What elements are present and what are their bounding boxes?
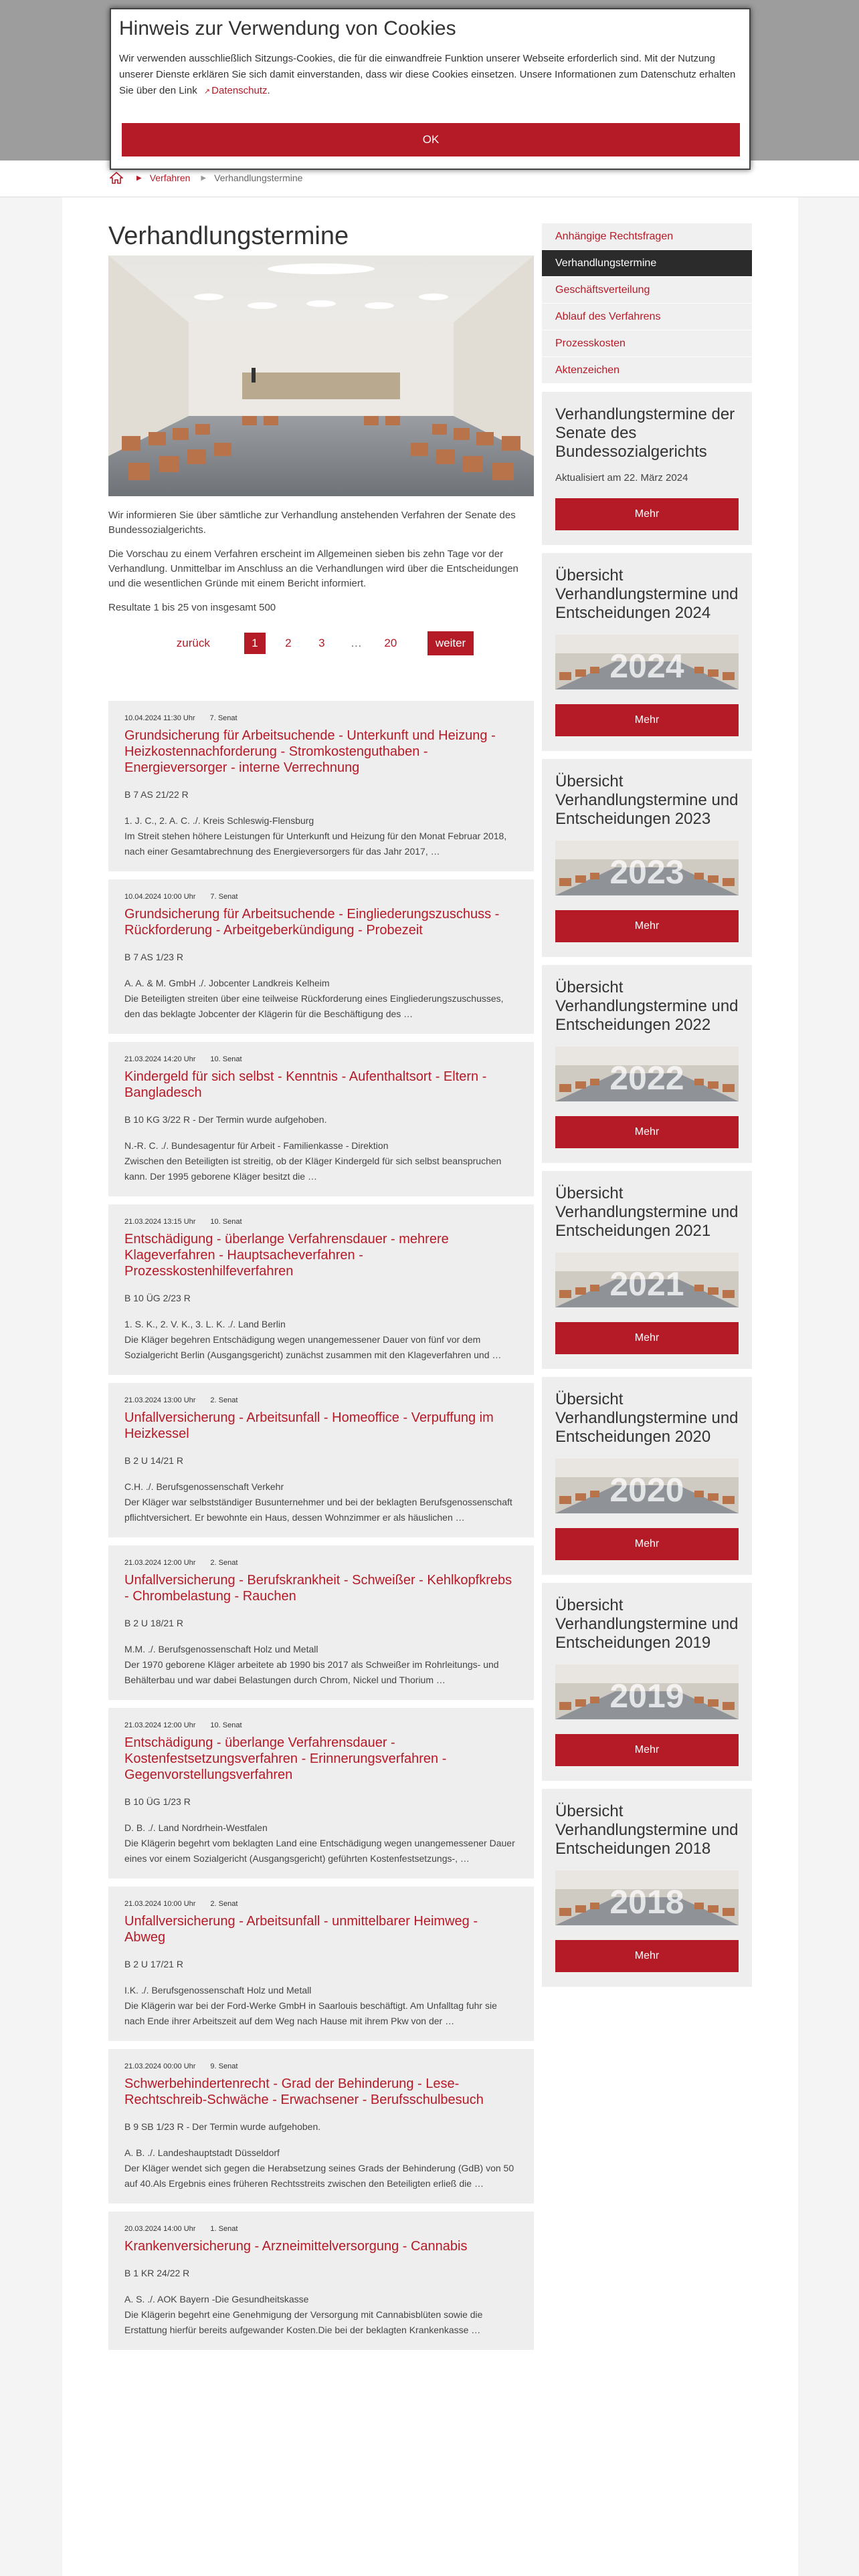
entry-description: Die Klägerin begehrt vom beklagten Land eine Entschädigung wegen unangemessener Dauer eines vor einem Sozialgericht (Ausgangsgericht) geführten Kostenfestsetzungs-, … bbox=[124, 1838, 515, 1864]
year-banner-image bbox=[555, 841, 739, 895]
entry-file-number: B 1 KR 24/22 R bbox=[124, 2268, 190, 2278]
cookie-text: Wir verwenden ausschließlich Sitzungs-Cookies, die für die einwandfreie Funktion unserer Webseite erforderlich sind. Mit der Nutzung unserer Dienste erklären Sie sich damit einverstanden, dass wir diese Cookies einsetzen. Unsere Informationen zum Datenschutz erhalten Sie über den Link ↗ Datenschutz. bbox=[119, 51, 741, 100]
list-item bbox=[108, 879, 534, 1034]
entry-file-number: B 10 ÜG 1/23 R bbox=[124, 1796, 191, 1807]
info-box-title: Verhandlungstermine der Senate des Bundessozialgerichts bbox=[555, 405, 735, 461]
pagination-page-3[interactable]: 3 bbox=[318, 637, 325, 649]
entry-date: 20.03.2024 14:00 Uhr bbox=[124, 2225, 196, 2233]
entry-file-number: B 2 U 18/21 R bbox=[124, 1618, 183, 1628]
entry-senate: 10. Senat bbox=[210, 1055, 242, 1063]
pagination-page-2[interactable]: 2 bbox=[285, 637, 292, 649]
year-overview-box bbox=[542, 553, 752, 751]
entry-senate: 10. Senat bbox=[210, 1218, 242, 1226]
entry-title-link[interactable]: Grundsicherung für Arbeitsuchende - Unterkunft und Heizung - Heizkostennachforderung - Stromkostenguthaben - Energieversorger - interne Verrechnung bbox=[124, 728, 496, 775]
year-banner-image bbox=[555, 1253, 739, 1307]
privacy-link[interactable]: ↗ Datenschutz bbox=[200, 85, 268, 96]
cookie-dialog bbox=[110, 8, 751, 170]
entry-date: 21.03.2024 12:00 Uhr bbox=[124, 1721, 196, 1729]
home-icon[interactable] bbox=[110, 172, 123, 184]
sidenav-item-ablauf[interactable]: Ablauf des Verfahrens bbox=[542, 304, 752, 330]
entry-title-link[interactable]: Kindergeld für sich selbst - Kenntnis - Aufenthaltsort - Eltern - Bangladesch bbox=[124, 1069, 487, 1100]
entry-description: Der Kläger wendet sich gegen die Herabsetzung seines Grads der Behinderung (GdB) von 50 auf 40.Als Ergebnis eines früheren Rechtsstreits zwischen den Beteiligten erließ die … bbox=[124, 2163, 514, 2189]
cookie-text-body: Wir verwenden ausschließlich Sitzungs-Cookies, die für die einwandfreie Funktion unserer Webseite erforderlich sind. Mit der Nutzung unserer Dienste erklären Sie sich damit einverstanden, dass wir diese Cookies einsetzen. Unsere Informationen zum Datenschutz erhalten Sie über den Link bbox=[119, 53, 736, 96]
entry-file-number: B 9 SB 1/23 R - Der Termin wurde aufgehoben. bbox=[124, 2121, 321, 2132]
entry-senate: 1. Senat bbox=[210, 2225, 238, 2233]
entry-senate: 9. Senat bbox=[210, 2062, 238, 2070]
more-button[interactable]: Mehr bbox=[555, 704, 739, 736]
year-overview-box bbox=[542, 1171, 752, 1369]
entry-title-link[interactable]: Unfallversicherung - Arbeitsunfall - Homeoffice - Verpuffung im Heizkessel bbox=[124, 1410, 494, 1441]
list-item bbox=[108, 1887, 534, 2041]
entry-parties: I.K. ./. Berufsgenossenschaft Holz und Metall bbox=[124, 1985, 312, 1996]
pagination-ellipsis: … bbox=[350, 637, 362, 649]
courtroom-image bbox=[108, 255, 534, 496]
year-box-title: Übersicht Verhandlungstermine und Entscheidungen 2022 bbox=[555, 978, 739, 1034]
entry-title-link[interactable]: Unfallversicherung - Arbeitsunfall - unmittelbarer Heimweg - Abweg bbox=[124, 1914, 478, 1945]
entry-parties: A. B. ./. Landeshauptstadt Düsseldorf bbox=[124, 2147, 280, 2158]
sidenav-item-prozesskosten[interactable]: Prozesskosten bbox=[542, 330, 752, 357]
entry-meta bbox=[124, 1559, 518, 1567]
entry-parties: D. B. ./. Land Nordrhein-Westfalen bbox=[124, 1822, 268, 1833]
entry-senate: 2. Senat bbox=[210, 1559, 238, 1567]
year-box-title: Übersicht Verhandlungstermine und Entscheidungen 2018 bbox=[555, 1802, 739, 1858]
entry-file-number: B 7 AS 1/23 R bbox=[124, 952, 183, 962]
entry-title-link[interactable]: Schwerbehindertenrecht - Grad der Behinderung - Lese-Rechtschreib-Schwäche - Erwachsener - Berufsschulbesuch bbox=[124, 2076, 484, 2107]
sidenav-item-geschaeftsverteilung[interactable]: Geschäftsverteilung bbox=[542, 277, 752, 304]
entry-file-number: B 10 KG 3/22 R - Der Termin wurde aufgehoben. bbox=[124, 1114, 327, 1125]
entry-description: Der Kläger war selbstständiger Busunternehmer und bei der beklagten Berufsgenossenschaft pflichtversichert. Er bewohnte ein Haus, dessen Wohnzimmer er als häuslichen … bbox=[124, 1497, 512, 1523]
intro-paragraph: Wir informieren Sie über sämtliche zur Verhandlung anstehenden Verfahren der Senate des Bundessozialgerichts. bbox=[108, 510, 516, 536]
entry-senate: 2. Senat bbox=[210, 1396, 238, 1404]
sidenav-item-aktenzeichen[interactable]: Aktenzeichen bbox=[542, 357, 752, 384]
entry-description: Die Klägerin war bei der Ford-Werke GmbH in Saarlouis beschäftigt. Am Unfalltag fuhr sie nach Ende ihrer Arbeitszeit auf dem Weg nach Hause mit ihrem Pkw von der … bbox=[124, 2000, 497, 2026]
year-banner-image bbox=[555, 1459, 739, 1513]
entry-description: Der 1970 geborene Kläger arbeitete ab 1990 bis 2017 als Schweißer im Rohrleitungs- und Behälterbau und war dabei Belastungen durch Chrom, Nickel und Thorium … bbox=[124, 1659, 499, 1685]
chevron-right-icon: ▶ bbox=[136, 174, 142, 182]
entry-date: 21.03.2024 10:00 Uhr bbox=[124, 1900, 196, 1908]
more-button[interactable]: Mehr bbox=[555, 910, 739, 942]
more-button[interactable]: Mehr bbox=[555, 1734, 739, 1766]
entry-senate: 2. Senat bbox=[210, 1900, 238, 1908]
entry-meta bbox=[124, 1055, 518, 1063]
pagination bbox=[108, 631, 534, 655]
chevron-right-icon: ▶ bbox=[201, 174, 207, 182]
more-button[interactable]: Mehr bbox=[555, 1322, 739, 1354]
entry-file-number: B 10 ÜG 2/23 R bbox=[124, 1293, 191, 1303]
main-column bbox=[108, 221, 534, 2358]
list-item bbox=[108, 1383, 534, 1537]
year-box-title: Übersicht Verhandlungstermine und Entscheidungen 2024 bbox=[555, 566, 739, 622]
more-button[interactable]: Mehr bbox=[555, 1940, 739, 1972]
year-box-title: Übersicht Verhandlungstermine und Entscheidungen 2019 bbox=[555, 1596, 739, 1652]
year-banner-image bbox=[555, 635, 739, 689]
entry-parties: 1. S. K., 2. V. K., 3. L. K. ./. Land Berlin bbox=[124, 1319, 286, 1329]
list-item bbox=[108, 1204, 534, 1375]
year-banner-label: 2023 bbox=[609, 853, 684, 891]
pagination-prev-button[interactable]: zurück bbox=[176, 637, 210, 649]
entry-date: 21.03.2024 14:20 Uhr bbox=[124, 1055, 196, 1063]
year-box-title: Übersicht Verhandlungstermine und Entscheidungen 2020 bbox=[555, 1390, 739, 1446]
entry-parties: 1. J. C., 2. A. C. ./. Kreis Schleswig-Flensburg bbox=[124, 815, 314, 826]
entry-parties: C.H. ./. Berufsgenossenschaft Verkehr bbox=[124, 1481, 284, 1492]
year-overview-box bbox=[542, 965, 752, 1163]
year-box-title: Übersicht Verhandlungstermine und Entscheidungen 2021 bbox=[555, 1184, 739, 1240]
entry-description: Die Kläger begehren Entschädigung wegen unangemessener Dauer von fünf vor dem Sozialgericht Berlin (Ausgangsgericht) zunächst zusammen mit den Klageverfahren und … bbox=[124, 1334, 502, 1360]
entry-meta bbox=[124, 2225, 518, 2233]
year-banner-label: 2019 bbox=[609, 1677, 684, 1715]
entry-meta bbox=[124, 2062, 518, 2070]
pagination-page-20[interactable]: 20 bbox=[384, 637, 397, 649]
sidenav-item-verhandlungstermine[interactable]: Verhandlungstermine bbox=[542, 250, 752, 277]
entry-date: 21.03.2024 13:00 Uhr bbox=[124, 1396, 196, 1404]
intro-paragraph: Die Vorschau zu einem Verfahren erscheint im Allgemeinen sieben bis zehn Tage vor der Verhandlung. Unmittelbar im Anschluss an die Verhandlungen wird über die Entscheidungen und die wesentlichen Gründe mit einem Bericht informiert. bbox=[108, 548, 518, 589]
entry-parties: N.-R. C. ./. Bundesagentur für Arbeit - Familienkasse - Direktion bbox=[124, 1140, 389, 1151]
cookie-ok-button[interactable]: OK bbox=[122, 123, 740, 156]
year-banner-label: 2018 bbox=[609, 1883, 684, 1921]
entry-senate: 7. Senat bbox=[210, 893, 238, 901]
entry-title-link[interactable]: Krankenversicherung - Arzneimittelversorgung - Cannabis bbox=[124, 2239, 468, 2254]
page-title: Verhandlungstermine bbox=[108, 222, 349, 250]
year-overview-box bbox=[542, 1583, 752, 1781]
list-item bbox=[108, 1042, 534, 1196]
entry-meta bbox=[124, 1900, 518, 1908]
entry-parties: A. A. & M. GmbH ./. Jobcenter Landkreis Kelheim bbox=[124, 978, 330, 988]
pagination-page-1[interactable]: 1 bbox=[244, 633, 266, 654]
year-banner-image bbox=[555, 1665, 739, 1719]
year-box-title: Übersicht Verhandlungstermine und Entscheidungen 2023 bbox=[555, 772, 739, 828]
entry-meta bbox=[124, 1218, 518, 1226]
entry-parties: M.M. ./. Berufsgenossenschaft Holz und Metall bbox=[124, 1644, 318, 1654]
list-item bbox=[108, 701, 534, 871]
year-overview-box bbox=[542, 759, 752, 957]
entry-description: Die Beteiligten streiten über eine teilweise Rückforderung eines Eingliederungszuschusses, den das beklagte Jobcenter der Klägerin für die Beschäftigung des … bbox=[124, 993, 504, 1019]
entry-list bbox=[108, 701, 534, 2350]
list-item bbox=[108, 1545, 534, 1700]
entry-description: Zwischen den Beteiligten ist streitig, ob der Kläger Kindergeld für sich selbst beanspruchen kann. Der 1995 geborene Kläger besitzt die … bbox=[124, 1156, 502, 1182]
list-item bbox=[108, 1708, 534, 1879]
entry-senate: 7. Senat bbox=[209, 714, 237, 722]
more-button[interactable]: Mehr bbox=[555, 498, 739, 530]
intro-text bbox=[108, 508, 534, 615]
entry-senate: 10. Senat bbox=[210, 1721, 242, 1729]
pagination-next-button[interactable]: weiter bbox=[427, 631, 474, 655]
breadcrumb-verfahren[interactable]: Verfahren bbox=[149, 173, 191, 183]
sidenav-item-rechtsfragen[interactable]: Anhängige Rechtsfragen bbox=[542, 223, 752, 250]
entry-title-link[interactable]: Unfallversicherung - Berufskrankheit - Schweißer - Kehlkopfkrebs - Chrombelastung - Rauchen bbox=[124, 1573, 512, 1604]
more-button[interactable]: Mehr bbox=[555, 1528, 739, 1560]
entry-meta bbox=[124, 893, 518, 901]
year-banner-image bbox=[555, 1870, 739, 1925]
year-banner-label: 2020 bbox=[609, 1471, 684, 1509]
cookie-title: Hinweis zur Verwendung von Cookies bbox=[119, 17, 456, 39]
result-count: Resultate 1 bis 25 von insgesamt 500 bbox=[108, 602, 276, 613]
year-banner-label: 2021 bbox=[609, 1265, 684, 1303]
entry-date: 21.03.2024 13:15 Uhr bbox=[124, 1218, 196, 1226]
entry-meta bbox=[124, 714, 518, 722]
list-item bbox=[108, 2212, 534, 2350]
list-item bbox=[108, 2049, 534, 2204]
entry-parties: A. S. ./. AOK Bayern -Die Gesundheitskasse bbox=[124, 2294, 309, 2304]
entry-date: 21.03.2024 12:00 Uhr bbox=[124, 1559, 196, 1567]
year-overview-box bbox=[542, 1377, 752, 1575]
entry-date: 10.04.2024 11:30 Uhr bbox=[124, 714, 195, 722]
entry-meta bbox=[124, 1721, 518, 1729]
sidebar bbox=[542, 223, 752, 1995]
entry-title-link[interactable]: Entschädigung - überlange Verfahrensdauer - Kostenfestsetzungsverfahren - Erinnerungsverfahren - Gegenvorstellungsverfahren bbox=[124, 1735, 447, 1782]
info-box bbox=[542, 392, 752, 545]
year-banner-image bbox=[555, 1047, 739, 1101]
entry-file-number: B 7 AS 21/22 R bbox=[124, 789, 189, 800]
year-overview-box bbox=[542, 1789, 752, 1987]
year-banner-label: 2022 bbox=[609, 1059, 684, 1097]
more-button[interactable]: Mehr bbox=[555, 1116, 739, 1148]
entry-file-number: B 2 U 17/21 R bbox=[124, 1959, 183, 1969]
entry-date: 10.04.2024 10:00 Uhr bbox=[124, 893, 196, 901]
entry-description: Die Klägerin begehrt eine Genehmigung der Versorgung mit Cannabisblüten sowie die Erstattung hierfür bereits aufgewander Kosten.Die bei der beklagten Krankenkasse … bbox=[124, 2309, 483, 2335]
entry-date: 21.03.2024 00:00 Uhr bbox=[124, 2062, 196, 2070]
info-box-updated: Aktualisiert am 22. März 2024 bbox=[555, 472, 688, 484]
entry-title-link[interactable]: Grundsicherung für Arbeitsuchende - Eingliederungszuschuss - Rückforderung - Arbeitgeberkündigung - Probezeit bbox=[124, 907, 500, 938]
entry-title-link[interactable]: Entschädigung - überlange Verfahrensdauer - mehrere Klageverfahren - Hauptsacheverfahren - Prozesskostenhilfeverfahren bbox=[124, 1232, 449, 1279]
entry-description: Im Streit stehen höhere Leistungen für Unterkunft und Heizung für den Monat Februar 2018, nach einer Gesamtabrechnung des Energieversorgers für das Jahr 2017, … bbox=[124, 831, 507, 857]
year-banner-label: 2024 bbox=[609, 647, 684, 685]
breadcrumb-current: Verhandlungstermine bbox=[214, 173, 303, 183]
entry-meta bbox=[124, 1396, 518, 1404]
entry-file-number: B 2 U 14/21 R bbox=[124, 1455, 183, 1466]
section-nav bbox=[542, 223, 752, 384]
